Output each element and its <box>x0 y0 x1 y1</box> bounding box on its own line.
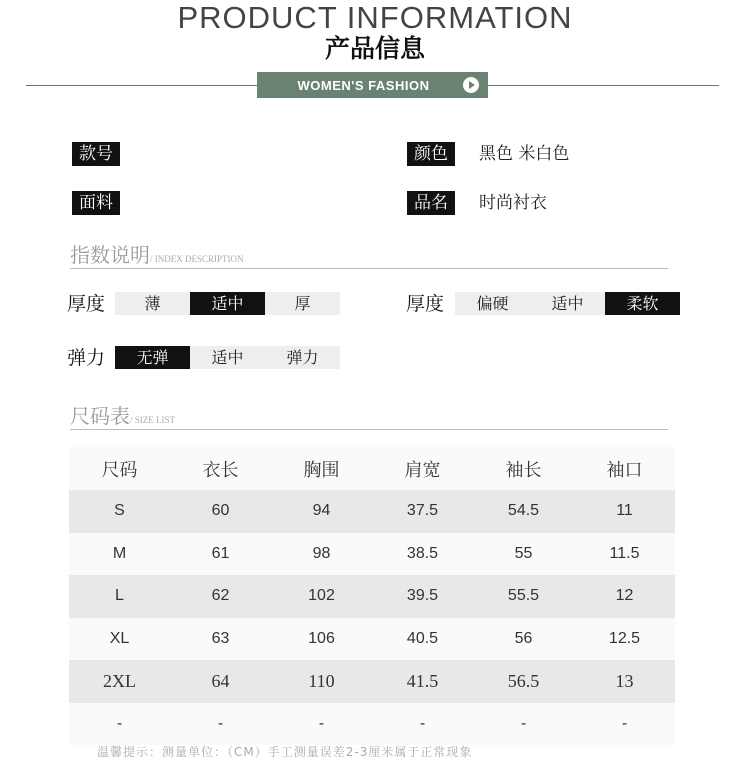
softness-label: 厚度 <box>406 293 445 315</box>
softness-scale <box>455 292 680 315</box>
table-cell: 94 <box>271 490 372 533</box>
fabric-label: 面料 <box>72 191 120 215</box>
table-cell: 41.5 <box>372 660 473 703</box>
thickness-option-selected: 适中 <box>190 292 265 315</box>
table-cell: 64 <box>170 660 271 703</box>
table-cell: 13 <box>574 660 675 703</box>
table-cell: 12.5 <box>574 618 675 661</box>
table-cell: 38.5 <box>372 533 473 576</box>
elasticity-option: 弹力 <box>265 346 340 369</box>
table-header: 肩宽 <box>372 447 473 490</box>
thickness-option: 薄 <box>115 292 190 315</box>
table-header: 胸围 <box>271 447 372 490</box>
table-header: 衣长 <box>170 447 271 490</box>
table-cell: M <box>69 533 170 576</box>
table-cell: 56.5 <box>473 660 574 703</box>
table-row <box>69 575 675 618</box>
elasticity-label: 弹力 <box>67 347 106 369</box>
table-cell: 106 <box>271 618 372 661</box>
table-row <box>69 660 675 703</box>
title-cn: 产品信息 <box>324 34 425 63</box>
table-row <box>69 490 675 533</box>
index-divider <box>70 268 668 269</box>
name-label: 品名 <box>407 191 455 215</box>
title-en: PRODUCT INFORMATION <box>177 0 573 35</box>
table-cell: 102 <box>271 575 372 618</box>
play-icon <box>463 77 479 93</box>
elasticity-scale <box>115 346 340 369</box>
table-cell: 55.5 <box>473 575 574 618</box>
table-row <box>69 703 675 746</box>
index-title: 指数说明 <box>70 243 150 267</box>
table-header: 袖口 <box>574 447 675 490</box>
name-value: 时尚衬衣 <box>479 193 547 213</box>
size-divider <box>70 429 668 430</box>
table-cell: - <box>271 703 372 746</box>
banner-label: WOMEN'S FASHION <box>297 77 430 93</box>
table-cell: 62 <box>170 575 271 618</box>
size-subtitle: / SIZE LIST <box>130 415 175 425</box>
table-header-row <box>69 447 675 490</box>
thickness-scale <box>115 292 340 315</box>
table-row <box>69 533 675 576</box>
elasticity-option-selected: 无弹 <box>115 346 190 369</box>
table-header: 尺码 <box>69 447 170 490</box>
table-cell: 37.5 <box>372 490 473 533</box>
table-cell: 56 <box>473 618 574 661</box>
table-cell: - <box>69 703 170 746</box>
table-cell: 11.5 <box>574 533 675 576</box>
table-cell: - <box>473 703 574 746</box>
table-cell: 40.5 <box>372 618 473 661</box>
softness-option: 偏硬 <box>455 292 530 315</box>
table-cell: 98 <box>271 533 372 576</box>
table-cell: 54.5 <box>473 490 574 533</box>
fashion-banner <box>257 72 488 98</box>
table-cell: - <box>372 703 473 746</box>
thickness-option: 厚 <box>265 292 340 315</box>
table-row <box>69 618 675 661</box>
size-table <box>69 447 675 745</box>
table-cell: 55 <box>473 533 574 576</box>
table-cell: 2XL <box>69 660 170 703</box>
table-cell: 39.5 <box>372 575 473 618</box>
table-header: 袖长 <box>473 447 574 490</box>
table-cell: S <box>69 490 170 533</box>
measurement-note: 温馨提示：测量单位：（CM）手工测量误差2-3厘米属于正常现象 <box>97 745 473 759</box>
size-title: 尺码表 <box>70 404 130 428</box>
softness-option-selected: 柔软 <box>605 292 680 315</box>
table-cell: XL <box>69 618 170 661</box>
table-cell: 11 <box>574 490 675 533</box>
table-cell: 63 <box>170 618 271 661</box>
table-cell: L <box>69 575 170 618</box>
table-cell: 60 <box>170 490 271 533</box>
table-cell: - <box>170 703 271 746</box>
index-subtitle: / INDEX DESCRIPTION <box>150 254 244 264</box>
color-label: 颜色 <box>407 142 455 166</box>
style-no-label: 款号 <box>72 142 120 166</box>
table-cell: 12 <box>574 575 675 618</box>
color-value: 黑色 米白色 <box>479 144 570 164</box>
elasticity-option: 适中 <box>190 346 265 369</box>
softness-option: 适中 <box>530 292 605 315</box>
table-cell: 110 <box>271 660 372 703</box>
table-cell: 61 <box>170 533 271 576</box>
thickness-label: 厚度 <box>67 293 106 315</box>
table-cell: - <box>574 703 675 746</box>
